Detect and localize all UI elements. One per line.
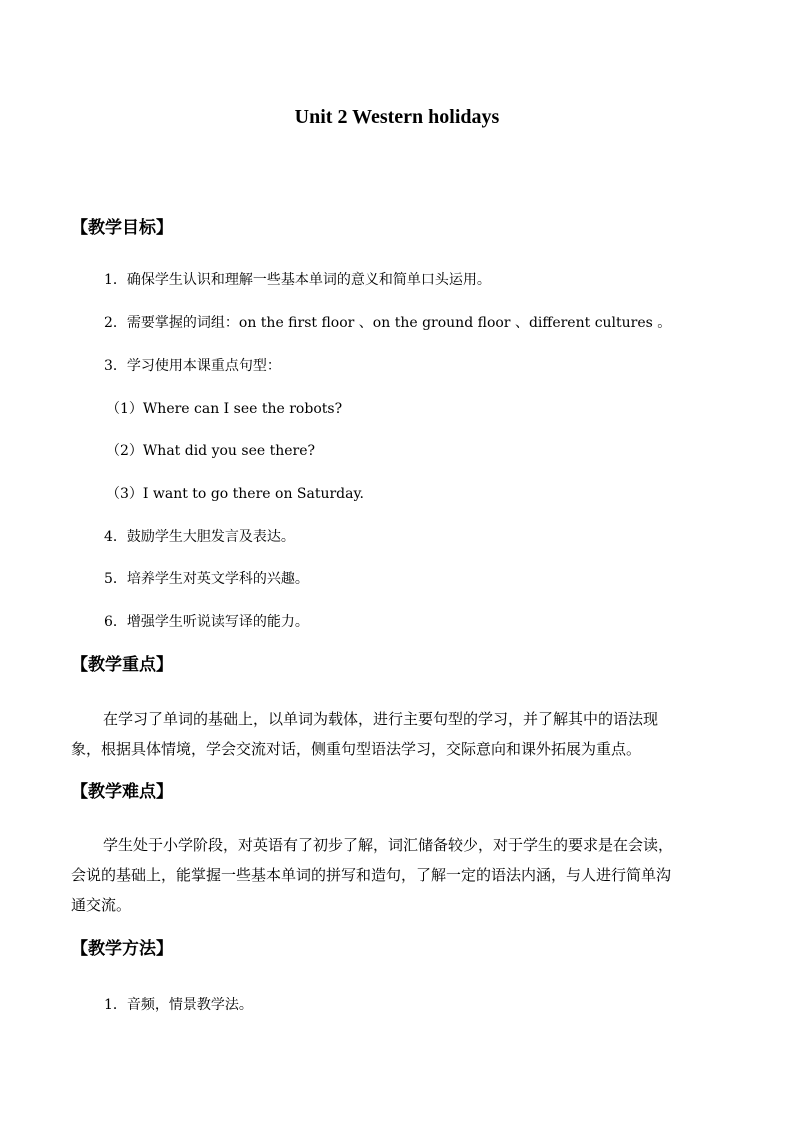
objective-item-2: 2．需要掌握的词组：on the first floor 、on the ground floor 、different cultures 。	[104, 315, 672, 331]
heading-methods: 【教学方法】	[71, 939, 173, 959]
key-points-paragraph	[71, 704, 719, 764]
objective-item-4: 4．鼓励学生大胆发言及表达。	[104, 529, 295, 545]
objective-item-1: 1．确保学生认识和理解一些基本单词的意义和简单口头运用。	[104, 272, 491, 288]
heading-difficulties: 【教学难点】	[71, 782, 173, 802]
difficulties-paragraph	[71, 830, 719, 920]
objective-item-5: 5．培养学生对英文学科的兴趣。	[104, 571, 309, 587]
objective-item-6: 6．增强学生听说读写译的能力。	[104, 614, 309, 630]
heading-objectives: 【教学目标】	[71, 218, 173, 238]
difficulties-line-2: 会说的基础上，能掌握一些基本单词的拼写和造句，了解一定的语法内涵，与人进行简单沟	[71, 866, 672, 884]
objective-sentence-3: （3）I want to go there on Saturday.	[106, 486, 364, 502]
document-title: Unit 2 Western holidays	[294, 106, 500, 128]
key-points-line-1: 在学习了单词的基础上，以单词为载体，进行主要句型的学习，并了解其中的语法现	[103, 710, 659, 728]
method-item-1: 1．音频，情景教学法。	[104, 997, 253, 1013]
key-points-line-2: 象，根据具体情境，学会交流对话，侧重句型语法学习，交际意向和课外拓展为重点。	[71, 740, 642, 758]
objective-item-3: 3．学习使用本课重点句型：	[104, 358, 281, 374]
objective-sentence-2: （2）What did you see there?	[106, 443, 316, 459]
difficulties-line-3: 通交流。	[71, 896, 132, 914]
difficulties-line-1: 学生处于小学阶段，对英语有了初步了解，词汇储备较少，对于学生的要求是在会读，	[103, 836, 674, 854]
objective-sentence-1: （1）Where can I see the robots?	[106, 401, 343, 417]
heading-key-points: 【教学重点】	[71, 655, 173, 675]
